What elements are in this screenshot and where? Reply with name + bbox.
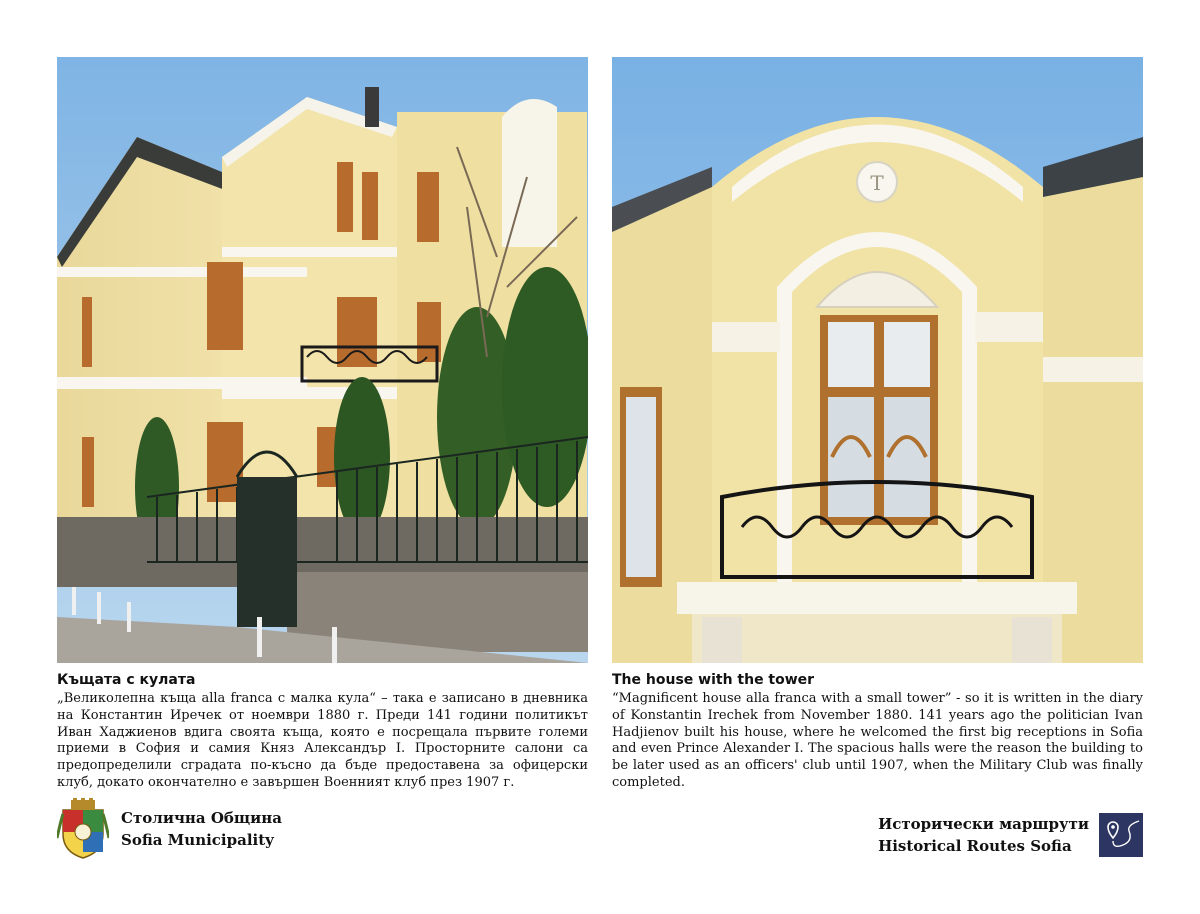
routes-name	[878, 813, 1089, 857]
caption-text-bg: „Великолепна къща alla franca с малка кула“ – така е записано в дневника на Константин Иречек от ноември 1880 г. Преди 141 години политикът Иван Хаджиенов вдига своята къща, която е посрещала първите големи приеми в София и самия Княз Александър I. Просторните салони са предопределили сградата по-късно да бъде предоставена за офицерски клуб, докато окончателно е завършен Военният клуб през 1907 г.	[57, 691, 588, 790]
caption-english	[612, 671, 1143, 792]
photo-house-with-tower-street-view	[57, 57, 588, 663]
location-route-icon	[1099, 813, 1143, 857]
caption-title-bg: Къщата с кулата	[57, 672, 196, 688]
caption-text-en: “Magnificent house alla franca with a small tower” - so it is written in the diary of Konstantin Irechek from November 1880. 141 years ago the politician Ivan Hadjienov built his house, where he welcomed the first big receptions in Sofia and even Prince Alexander I. The spacious halls were the reason the building to be later used as an officers' club until 1907, when the Military Club was finally completed.	[612, 691, 1143, 790]
municipality-name	[121, 807, 282, 851]
caption-bulgarian	[57, 671, 588, 792]
municipality-name-bg: Столична Община	[121, 809, 282, 827]
routes-name-bg: Исторически маршрути	[878, 815, 1089, 833]
svg-text:Т: Т	[870, 171, 884, 195]
routes-name-en: Historical Routes Sofia	[878, 837, 1072, 855]
photo-house-tower-detail	[612, 57, 1143, 663]
footer-municipality	[57, 798, 282, 860]
footer-historical-routes	[878, 812, 1143, 858]
caption-title-en: The house with the tower	[612, 672, 815, 688]
municipality-name-en: Sofia Municipality	[121, 831, 274, 849]
sofia-coat-of-arms-icon	[57, 798, 109, 860]
